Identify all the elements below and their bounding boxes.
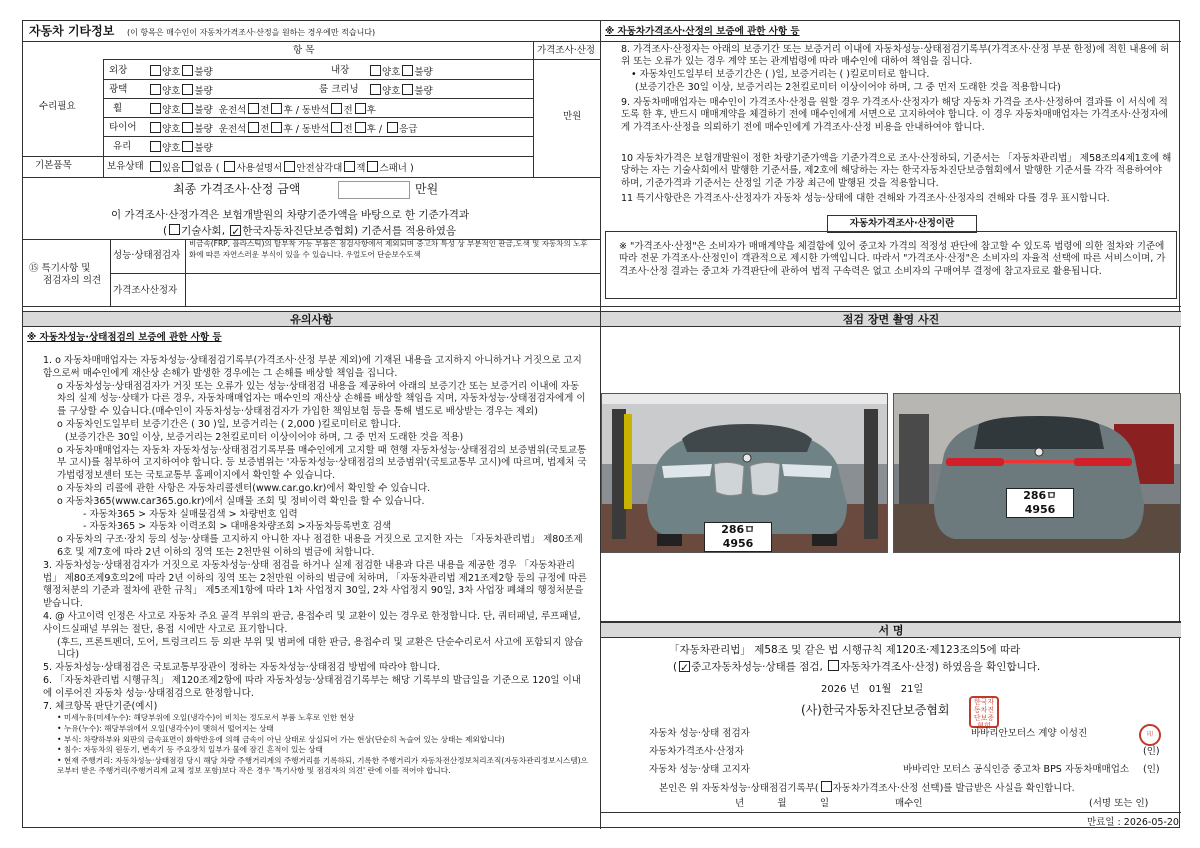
- interior-good-checkbox[interactable]: [370, 65, 381, 76]
- exterior-bad-checkbox[interactable]: [182, 65, 193, 76]
- notice-item: (후드, 프론트펜더, 도어, 트렁크리드 등 외판 부위 및 범퍼에 대한 판금, 용접수리 및 교환은 단순수리로서 사고에 포함되지 않습니다): [57, 636, 583, 661]
- other-info-title: 자동차 기타정보: [29, 24, 115, 38]
- gloss-bad-checkbox[interactable]: [182, 84, 193, 95]
- perf-inspector-note: 비금속(FRP, 플라스틱)의 탈부착 가능 부품은 점검사항에서 제외되며 중고차 특성 상 부분적인 판금,도색 및 자동차의 노후화에 따른 자연스러운 부식이 있을 수 있습니다. 우얼도어 단순보수도색: [189, 239, 588, 259]
- final-price-label: 최종 가격조사·산정 금액: [173, 182, 301, 196]
- notice-item: 6. 「자동차관리법 시행규칙」 제120조제2항에 따라 자동차성능·상태점검기록부는 해당 기록부의 발급일을 기준으로 120일 이내에 이루어진 자동차 성능·상태점검으로 한정합니다.: [43, 674, 581, 699]
- criteria-item: • 부식: 차량하부와 외판의 금속표면이 화학반응에 의해 금속이 아닌 상태로 상실되어 가는 현상(단순히 녹슬어 있는 상태는 제외합니다): [57, 734, 505, 744]
- front-car-photo: [601, 393, 888, 553]
- wheel-good-checkbox[interactable]: [150, 103, 161, 114]
- room-good-checkbox[interactable]: [370, 84, 381, 95]
- notice-item: (보증기간은 30일 이상, 보증거리는 2천킬로미터 이상이어야 하며, 그 중 먼저 도래한 것을 적용): [65, 431, 464, 443]
- front-license-plate: 286ㅁ 4956: [704, 522, 772, 552]
- room-options: 양호 불량: [368, 84, 433, 98]
- tire-pass-rear-checkbox[interactable]: [355, 122, 366, 133]
- row-exterior-label: 외장: [109, 65, 128, 76]
- signature-heading: 서 명: [601, 622, 1181, 638]
- gloss-options: 양호 불량: [148, 84, 213, 98]
- tire-bad-checkbox[interactable]: [182, 122, 193, 133]
- price-inspector-sign-mark: (인): [1143, 746, 1160, 757]
- receipt-price-checkbox[interactable]: [821, 781, 832, 792]
- criteria-list: [43, 713, 588, 777]
- exterior-options: 양호 불량: [148, 65, 213, 79]
- perf-inspector-sign-name: 바바리안모터스 계양 이성진: [971, 728, 1088, 739]
- wheel-bad-checkbox[interactable]: [182, 103, 193, 114]
- wheel-pass-front-checkbox[interactable]: [331, 103, 342, 114]
- notice-item: 5. 자동차성능·상태점검은 국토교통부장관이 정하는 자동차성능·상태점검 방법에 따라야 합니다.: [43, 662, 441, 674]
- own-none-checkbox[interactable]: [182, 161, 193, 172]
- buyer-label: 매수인: [895, 798, 923, 809]
- price-box-text: ※ "가격조사·산정"은 소비자가 매매계약을 체결함에 있어 중고차 가격의 적정성 판단에 참고할 수 있도록 법령에 의한 절차와 기준에 따라 전문 가격조사·산정인이 객관적으로 제시한 가액입니다. 따라서 "가격조사·산정"은 소비자의 자율적 선택에 따른 서비스이며, 가격조사·산정 결과는 중고차 가격판단에 관하여 법적 구속력은 없고 소비자의 구매여부 결정에 참고자료로 활용됩니다.: [619, 241, 1166, 277]
- buyer-date-line: 년 월 일: [735, 798, 829, 809]
- wheel-options: 양호 불량 운전석 전 후 / 동반석 전 후: [148, 103, 376, 117]
- room-bad-checkbox[interactable]: [402, 84, 413, 95]
- special-label-1: ⑮ 특기사항 및: [29, 263, 91, 274]
- other-info-subtitle: (이 항목은 매수인이 자동차가격조사·산정을 원하는 경우에만 적습니다): [127, 28, 376, 37]
- receipt-line: 본인은 위 자동차성능·상태점검기록부( 자동차가격조사·산정 선택)를 발급받은 사실을 확인합니다.: [659, 783, 1075, 794]
- exterior-good-checkbox[interactable]: [150, 65, 161, 76]
- jack-checkbox[interactable]: [344, 161, 355, 172]
- notifier-sign-name: 바바리안 모터스 공식인증 중고차 BPS 자동차매매업소: [903, 764, 1130, 775]
- basis-line-1: 이 가격조사·산정가격은 보험개발원의 차량기준가액을 바탕으로 한 기준가격과: [111, 209, 470, 221]
- row-tire-label: 타이어: [109, 122, 137, 133]
- tire-good-checkbox[interactable]: [150, 122, 161, 133]
- group-repair-label: 수리필요: [39, 101, 76, 112]
- notice-section: [23, 327, 600, 829]
- spanner-checkbox[interactable]: [367, 161, 378, 172]
- notifier-sign-mark: (인): [1143, 764, 1160, 775]
- criteria-item: • 누유(누수): 해당부위에서 오일(냉각수)이 맺혀서 떨어지는 상태: [57, 723, 274, 733]
- manual-checkbox[interactable]: [224, 161, 235, 172]
- price-inspector-label: 가격조사산정자: [113, 285, 178, 296]
- group-basic-label: 기본품목: [35, 160, 72, 171]
- notifier-sign-label: 자동차 성능·상태 고지자: [649, 764, 750, 775]
- tire-driver-front-checkbox[interactable]: [248, 122, 259, 133]
- gloss-good-checkbox[interactable]: [150, 84, 161, 95]
- rear-car-illustration: [894, 394, 1181, 553]
- col-price-header: 가격조사·산정: [537, 45, 596, 56]
- rear-license-plate: 286ㅁ 4956: [1006, 488, 1074, 518]
- notice-item: o 자동차의 구조·장치 등의 성능·상태를 고지하지 아니한 자나 점검한 내용을 거짓으로 고지한 자는 「자동차관리법」 제80조제6호 및 제7호에 따라 2년 이하의 징역 또는 2천만원 이하의 벌금에 처합니다.: [57, 534, 583, 558]
- expiry-date: 만료일 : 2026-05-20: [1087, 817, 1179, 828]
- wheel-driver-front-checkbox[interactable]: [248, 103, 259, 114]
- interior-options: 양호 불량: [368, 65, 433, 79]
- row-wheel-label: 휠: [113, 103, 123, 114]
- tire-options: 양호 불량 운전석 전 후 / 동반석 전 후 / 응급: [148, 122, 417, 136]
- notice-item: o 자동차인도일부터 보증기간은 ( 30 )일, 보증거리는 ( 2,000 )킬로미터로 합니다.: [57, 418, 401, 430]
- notice-item: 4. @ 사고이력 인정은 사고로 자동차 주요 골격 부위의 판금, 용접수리 및 교환이 있는 경우로 한정합니다. 단, 쿼터패널, 루프패널, 사이드실패널 부위는 절단, 용접 시에만 사고로 표기합니다.: [43, 610, 581, 635]
- signature-confirm-line: ( ✓ 중고자동차성능·상태를 점검, 자동차가격조사·산정) 하였음을 확인합니다.: [673, 661, 1041, 674]
- row-interior-label: 내장: [331, 65, 350, 76]
- criteria-item: • 현재 주행거리: 자동차성능·상태점검 당시 해당 차량 주행거리계의 주행거리를 기록하되, 기록한 주행거리가 자동차전산정보처리조직(자동차관리정보시스템)으로부터 받은 주행거리(주행거리계 교체 정보 포함)보다 작은 경우 '특기사항 및 점검자의 의견' 란에 이를 적어야 합니다.: [57, 755, 588, 776]
- price-guarantee-heading: ※ 자동차가격조사·산정의 보증에 관한 사항 등: [605, 26, 800, 37]
- inspector-seal: 印: [1139, 724, 1161, 746]
- price-guarantee-p8b: (보증기간은 30일 이상, 보증거리는 2천킬로미터 이상이어야 하며, 그 중 먼저 도래한 것을 적용합니다): [635, 82, 1061, 93]
- perf-inspector-sign-label: 자동차 성능·상태 점검자: [649, 728, 750, 739]
- perf-inspector-label: 성능·상태점검자: [113, 250, 181, 261]
- notice-item: 3. 자동차성능·상태점검자가 거짓으로 자동차성능·상태 점검을 하거나 실제 점검한 내용과 다른 내용을 제공한 경우 「자동차관리법」 제80조제9호의2에 따라 2년 이하의 징역 또는 2천만원 이하의 벌금에 처하며, 「자동차관리법 제21조제2항 등의 규정에 따른 행정처분의 기준과 절차에 관한 규칙」 제5조제1항에 따라 1차 사업정지 30일, 2차 사업정지 90일, 3차 사업장 폐쇄의 행정처분을 받습니다.: [43, 559, 587, 610]
- row-gloss-label: 광택: [109, 84, 128, 95]
- notice-heading: 유의사항: [23, 311, 600, 327]
- association-stamp: 한국자동차진단보증협회: [969, 696, 999, 728]
- row-own-label: 보유상태: [107, 161, 144, 172]
- price-box-title: 자동차가격조사·산정이란: [827, 215, 977, 233]
- glass-options: 양호 불량: [148, 141, 213, 155]
- perf-confirm-checkbox[interactable]: ✓: [680, 662, 689, 674]
- notice-item: - 자동차365 > 자동차 이력조회 > 대매용차량조회 >자동차등록번호 검색: [83, 521, 392, 533]
- price-unit: 만원: [563, 111, 582, 122]
- notice-subheading: ※ 자동차성능·상태점검의 보증에 관한 사항 등: [27, 332, 222, 343]
- triangle-checkbox[interactable]: [284, 161, 295, 172]
- association-name: (사)한국자동차진단보증협회: [801, 703, 950, 717]
- price-confirm-checkbox[interactable]: [828, 660, 839, 671]
- row-glass-label: 유리: [113, 141, 132, 152]
- price-inspector-sign-label: 자동차가격조사·산정자: [649, 746, 744, 757]
- price-guarantee-p11: 11 특기사항란은 가격조사·산정자가 자동차 성능·상태에 대한 견해와 가격조사·산정자의 견해와 다를 경우 표시합니다.: [621, 193, 1110, 204]
- notice-item: 7. 체크항목 판단기준(예시): [43, 700, 158, 712]
- glass-good-checkbox[interactable]: [150, 141, 161, 152]
- kadia-checkbox[interactable]: ✓: [231, 226, 241, 238]
- notice-item: o 자동차365(www.car365.go.kr)에서 실매물 조회 및 정비이력 확인을 할 수 있습니다.: [57, 495, 425, 507]
- notice-item: o 자동차성능·상태점검자가 거짓 또는 오류가 있는 성능·상태점검 내용을 제공하여 아래의 보증기간 또는 보증거리 이내에 자동차의 실제 성능·상태가 다른 경우, 자동차매매업자는 매수인의 재산상 손해를 배상할 책임을 지며, 자동차성능·상태점검자에게 이를 구상할 수 있습니다.(매수인이 자동차성능·상태점검자가 가입한 책임보험 등을 통해 별도로 배상받는 경우는 제외): [57, 380, 586, 418]
- criteria-item: • 미세누유(미세누수): 해당부위에 오일(냉각수)이 비치는 정도로서 부품 노후로 인한 현상: [57, 713, 355, 723]
- wheel-driver-rear-checkbox[interactable]: [271, 103, 282, 114]
- glass-bad-checkbox[interactable]: [182, 141, 193, 152]
- price-guarantee-p8: 8. 가격조사·산정자는 아래의 보증기간 또는 보증거리 이내에 자동차성능·상태점검기록부(가격조사·산정 부분 한정)에 적힌 내용에 허위 또는 오류가 있는 경우 계약 또는 관계법령에 따라 매수인에 대하여 책임을 집니다.: [621, 44, 1170, 68]
- buyer-sign-field[interactable]: (서명 또는 인): [1089, 798, 1149, 809]
- basis-line-2: ( 기술사회, ✓ 한국자동차진단보증협회) 기준서를 적용하였음: [163, 225, 457, 238]
- interior-bad-checkbox[interactable]: [402, 65, 413, 76]
- tech-society-checkbox[interactable]: [169, 224, 180, 235]
- notice-item: 1. o 자동차매매업자는 자동차성능·상태점검기록부(가격조사·산정 부분 제외)에 기재된 내용을 고지하지 아니하거나 거짓으로 고지함으로써 매수인에게 재산상 손해가 발생한 경우에는 그 손해를 배상할 책임을 집니다.: [43, 355, 582, 379]
- col-item-header: 항 목: [293, 45, 315, 56]
- price-guarantee-p10: 10 자동차가격은 보험개발원이 정한 차량기준가액을 기준가격으로 조사·산정하되, 기준서는 「자동차관리법」 제58조의4제1호에 해당하는 자는 기술사회에서 발행한 기준서를, 제2호에 해당하는 자는 한국자동차진단보증협회에서 발행한 기준서를 각각 적용하여야 하며, 기준가격과 기준서는 산정일 기준 가장 최근에 발행된 것을 적용합니다.: [621, 153, 1172, 189]
- notice-body: [43, 355, 588, 777]
- price-guarantee-p9: 9. 자동차매매업자는 매수인이 가격조사·산정을 원할 경우 가격조사·산정자가 해당 자동차 가격을 조사·산정하여 결과를 이 서식에 적도록 한 후, 반드시 매매계약을 체결하기 전에 매수인에게 서면으로 고지하여야 합니다. 이 경우 자동차매매업자는 가격조사·산정자에게 가격조사·산정을 의뢰하기 전에 매수인에게 가격조사·산정 비용을 안내하여야 합니다.: [621, 97, 1168, 133]
- signature-law-line: 「자동차관리법」 제58조 및 같은 법 시행규칙 제120조·제123조의5에 따라: [669, 644, 1021, 656]
- other-info-section: [23, 21, 600, 306]
- wheel-pass-rear-checkbox[interactable]: [355, 103, 366, 114]
- notice-item: o 자동차의 리콜에 관한 사항은 자동차리콜센터(www.car.go.kr)에서 확인할 수 있습니다.: [57, 482, 431, 494]
- price-guarantee-section: [601, 21, 1181, 306]
- tire-emergency-checkbox[interactable]: [387, 122, 398, 133]
- final-price-unit: 만원: [415, 182, 439, 196]
- tire-driver-rear-checkbox[interactable]: [271, 122, 282, 133]
- final-price-input[interactable]: [338, 181, 410, 199]
- own-have-checkbox[interactable]: [150, 161, 161, 172]
- signature-section: [601, 638, 1181, 829]
- signature-date: 2026 년 01월 21일: [821, 684, 924, 695]
- photo-heading: 점검 장면 촬영 사진: [601, 311, 1181, 327]
- special-label-2: 점검자의 의견: [43, 275, 102, 286]
- own-options: 있음 없음 ( 사용설명서 안전삼각대 잭 스패너 ): [148, 161, 414, 175]
- notice-item: o 자동차매매업자는 자동차 자동차성능·상태점검기록부를 매수인에게 고지할 때 현행 자동차성능·상태점검의 보증범위(국토교통부 고시)를 첨부하여 고지하여야 합니다. 등 보증범위는 '자동차성능·상태점검의 보증범위'(국토교통부 고시)에 따르며, 법제처 국가법령정보센터 또는 국토교통부 홈페이지에서 확인할 수 있습니다.: [57, 444, 587, 482]
- inspection-record-page: [22, 20, 1180, 828]
- rear-car-photo: [893, 393, 1181, 553]
- notice-item: - 자동차365 > 자동차 실매물검색 > 차량번호 입력: [83, 508, 298, 520]
- tire-pass-front-checkbox[interactable]: [331, 122, 342, 133]
- criteria-item: • 침수: 자동차의 원동기, 변속기 등 주요장치 일부가 물에 잠긴 흔적이 있는 상태: [57, 745, 323, 755]
- row-room-label: 룸 크리닝: [319, 84, 359, 95]
- price-guarantee-p8a: • 자동차인도일부터 보증기간은 ( )일, 보증거리는 ( )킬로미터로 합니다.: [631, 69, 930, 80]
